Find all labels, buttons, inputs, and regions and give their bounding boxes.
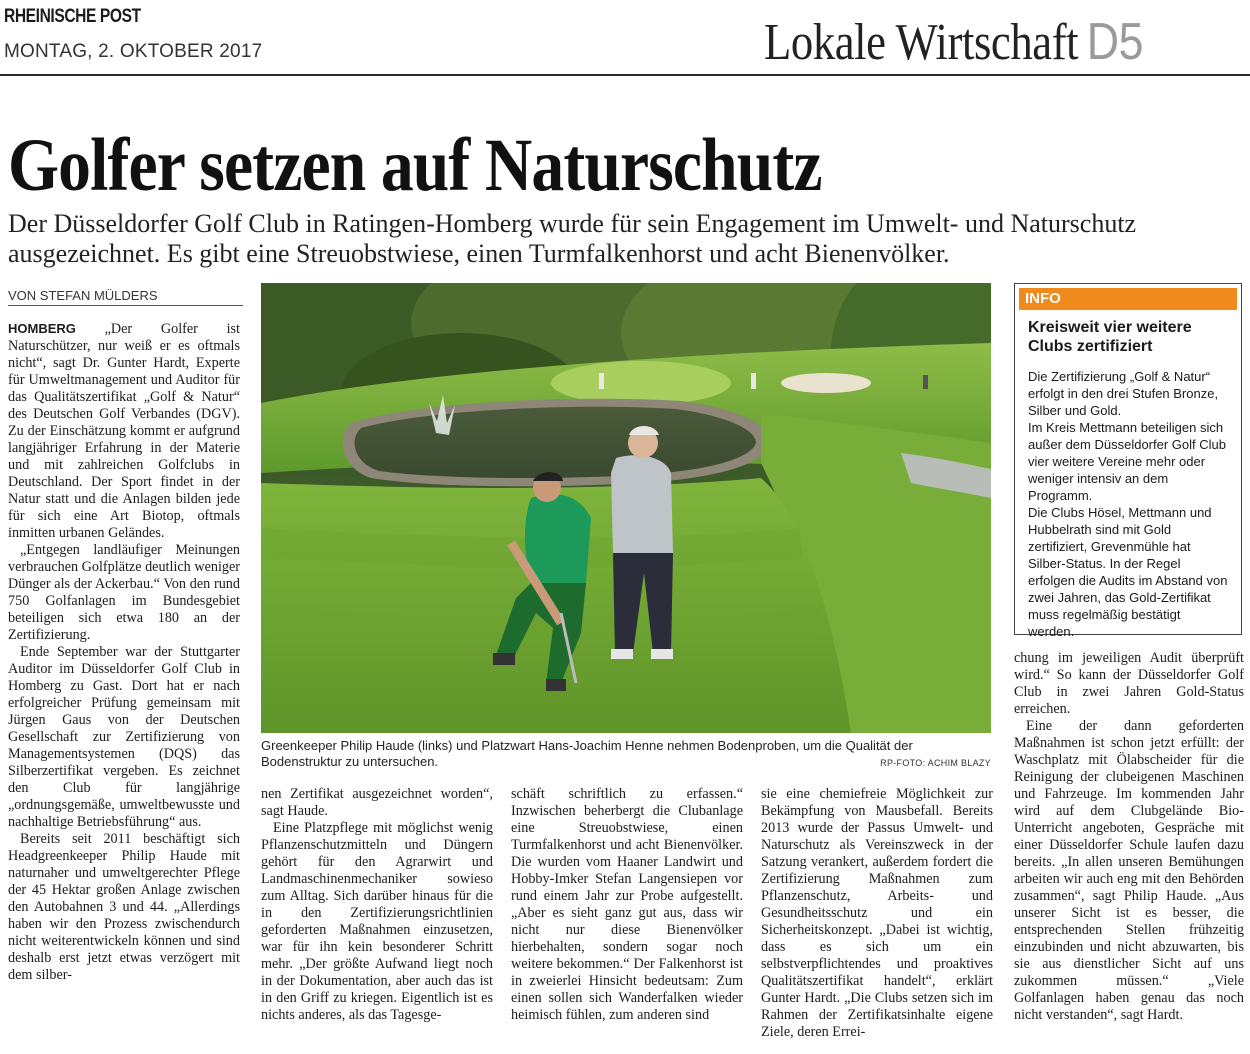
article-column-5: [1014, 650, 1244, 1024]
paragraph: Ende September war der Stuttgarter Auditor im Düsseldorfer Golf Club in Homberg zu Gast. Dort hat er nach erfolgreicher Prüfung gemeinsam mit Jürgen Gaus von der Deutschen Gesellschaft zur Zertifizierung von Managementsystemen (DQS) das Silberzertifikat vergeben. Es zeichnet den Club für langjährige „ordnungsgemäße, umweltbewusste und nachhaltige Betriebsführung“ aus.: [8, 644, 240, 830]
info-tag: INFO: [1019, 288, 1237, 310]
article-column-3: [511, 786, 743, 1024]
dateline: HOMBERG: [8, 321, 76, 336]
photo-caption: Greenkeeper Philip Haude (links) und Platzwart Hans-Joachim Henne nehmen Bodenproben, um die Qualität der Bodenstruktur zu untersuchen.: [261, 738, 913, 769]
section-name: Lokale Wirtschaft: [764, 14, 1079, 71]
paragraph: schäft schriftlich zu erfassen.“ Inzwischen beherbergt die Clubanlage eine Streuobstwiese, einen Turmfalkenhorst und acht Bienenvölker. Die wurden vom Haaner Landwirt und Hobby-Imker Stefan Langensiepen vor rund einem Jahr zur Probe aufgestellt. „Aber es sieht ganz gut aus, dass wir nicht nur diese Bienenvölker hierbehalten, sondern sogar noch weitere bekommen.“ Der Falkenhorst ist in zweierlei Hinsicht bedeutsam: Zum einen sollen sich Wanderfalken wieder heimisch fühlen, zum anderen sind: [511, 786, 743, 1023]
paragraph: Eine Platzpflege mit möglichst wenig Pflanzenschutzmitteln und Düngern gehört für den Agrarwirt und Landmaschinenmechaniker sowieso zum Alltag. Sich darüber hinaus für die in den Zertifizierungsrichtlinien geforderten Maßnahmen einzusetzen, war für ihn kein besonderer Schritt mehr. „Der größte Aufwand liegt noch in der Dokumentation, aber auch das ist in den Griff zu kriegen. Eigentlich ist es nichts anderes, als das Tagesge-: [261, 820, 493, 1023]
article-column-4: [761, 786, 993, 1041]
byline-rule: [8, 305, 243, 306]
golf-course-photo: [261, 283, 991, 733]
article-headline: Golfer setzen auf Naturschutz: [8, 124, 822, 207]
article-subhead: Der Düsseldorfer Golf Club in Ratingen-Homberg wurde für sein Engagement im Umwelt- und Naturschutz ausgezeichnet. Es gibt eine Streuobstwiese, einen Turmfalkenhorst und acht Bienenvölker.: [8, 209, 1137, 268]
newspaper-name: RHEINISCHE POST: [4, 6, 141, 27]
paragraph: chung im jeweiligen Audit überprüft wird.“ So kann der Düsseldorfer Golf Club in zwei Jahren Gold-Status erreichen.: [1014, 650, 1244, 717]
info-paragraph: Im Kreis Mettmann beteiligen sich außer dem Düsseldorfer Golf Club vier weitere Vereine mehr oder weniger intensiv an dem Programm.: [1028, 420, 1226, 503]
page-number: D5: [1086, 13, 1144, 71]
paragraph: nen Zertifikat ausgezeichnet worden“, sagt Haude.: [261, 786, 493, 819]
info-paragraph: Die Clubs Hösel, Mettmann und Hubbelrath sind mit Gold zertifiziert, Grevenmühle hat Silber-Status. In der Regel erfolgen die Audits im Abstand von zwei Jahren, das Gold-Zertifikat muss regelmäßig bestätigt werden.: [1028, 505, 1228, 639]
paragraph: Eine der dann geforderten Maßnahmen ist schon jetzt erfüllt: der Waschplatz mit Ölabscheider für die Reinigung der clubeigenen Maschinen und Fahrzeuge. Im kommenden Jahr wird auf dem Clubgelände Bio-Unterricht angeboten, Gespräche mit einer Düsseldorfer Schule laufen dazu bereits. „In allen unseren Bemühungen arbeiten wir auch eng mit den Behörden zusammen“, sagt Philip Haude. „Aus unserer Sicht ist es besser, die entsprechenden Stellen frühzeitig einzubinden und nicht abzuwarten, bis sie aus dienstlicher Sicht auf uns zukommen müssen.“ „Viele Golfanlagen haben genau das noch nicht verstanden“, sagt Hardt.: [1014, 718, 1244, 1023]
info-paragraph: Die Zertifizierung „Golf & Natur“ erfolgt in den drei Stufen Bronze, Silber und Gold.: [1028, 369, 1219, 418]
publication-date: MONTAG, 2. OKTOBER 2017: [4, 41, 263, 62]
photo-credit: RP-FOTO: ACHIM BLAZY: [880, 758, 991, 768]
paragraph: HOMBERG „Der Golfer ist Naturschützer, nur weiß er es oftmals nicht“, sagt Dr. Gunter Hardt, Experte für Umweltmanagement und Auditor für das Qualitätszertifikat „Golf & Natur“ des Deutschen Golf Verbandes (DGV). Zu der Einschätzung kommt er aufgrund langjähriger Erfahrung in der Materie und mit zahlreichen Golfclubs in Deutschland. Der Sport findet in der Natur statt und die Anlagen bilden jede für sich eine Art Biotop, oftmals inmitten urbanen Geländes.: [8, 321, 240, 541]
article-column-2: [261, 786, 493, 1024]
byline: VON STEFAN MÜLDERS: [8, 288, 158, 303]
paragraph: sie eine chemiefreie Möglichkeit zur Bekämpfung von Mausbefall. Bereits 2013 wurde der Passus Umwelt- und Naturschutz als Vereinszweck in der Satzung verankert, außerdem fordert die Zertifizierung Maßnahmen zum Pflanzenschutz, Arbeits- und Gesundheitsschutz und ein Sicherheitskonzept. „Dabei ist wichtig, dass es sich um ein selbstverpflichtendes und proaktives Qualitätszertifikat handelt“, erklärt Gunter Hardt. „Die Clubs setzen sich im Rahmen der Zertifikatsinhalte eigene Ziele, deren Errei-: [761, 786, 993, 1040]
article-column-1: [8, 320, 240, 984]
paragraph: Bereits seit 2011 beschäftigt sich Headgreenkeeper Philip Haude mit naturnaher und umweltgerechter Pflege der 45 Hektar großen Anlage zwischen den Autobahnen 3 und 44. „Allerdings haben wir den Prozess zwischendurch nicht weiterentwickeln können und sind deshalb erst jetzt etwas verzögert mit dem silber-: [8, 831, 240, 983]
section-heading: [764, 12, 1143, 72]
paragraph: „Entgegen landläufiger Meinungen verbrauchen Golfplätze deutlich weniger Dünger als der Ackerbau.“ Von den rund 750 Golfanlagen im Bundesgebiet beteiligen sich etwa 180 an der Zertifizierung.: [8, 542, 241, 643]
info-title: Kreisweit vier weitere Clubs zertifiziert: [1028, 319, 1192, 355]
info-body: [1028, 368, 1230, 640]
masthead-rule: [0, 74, 1250, 76]
